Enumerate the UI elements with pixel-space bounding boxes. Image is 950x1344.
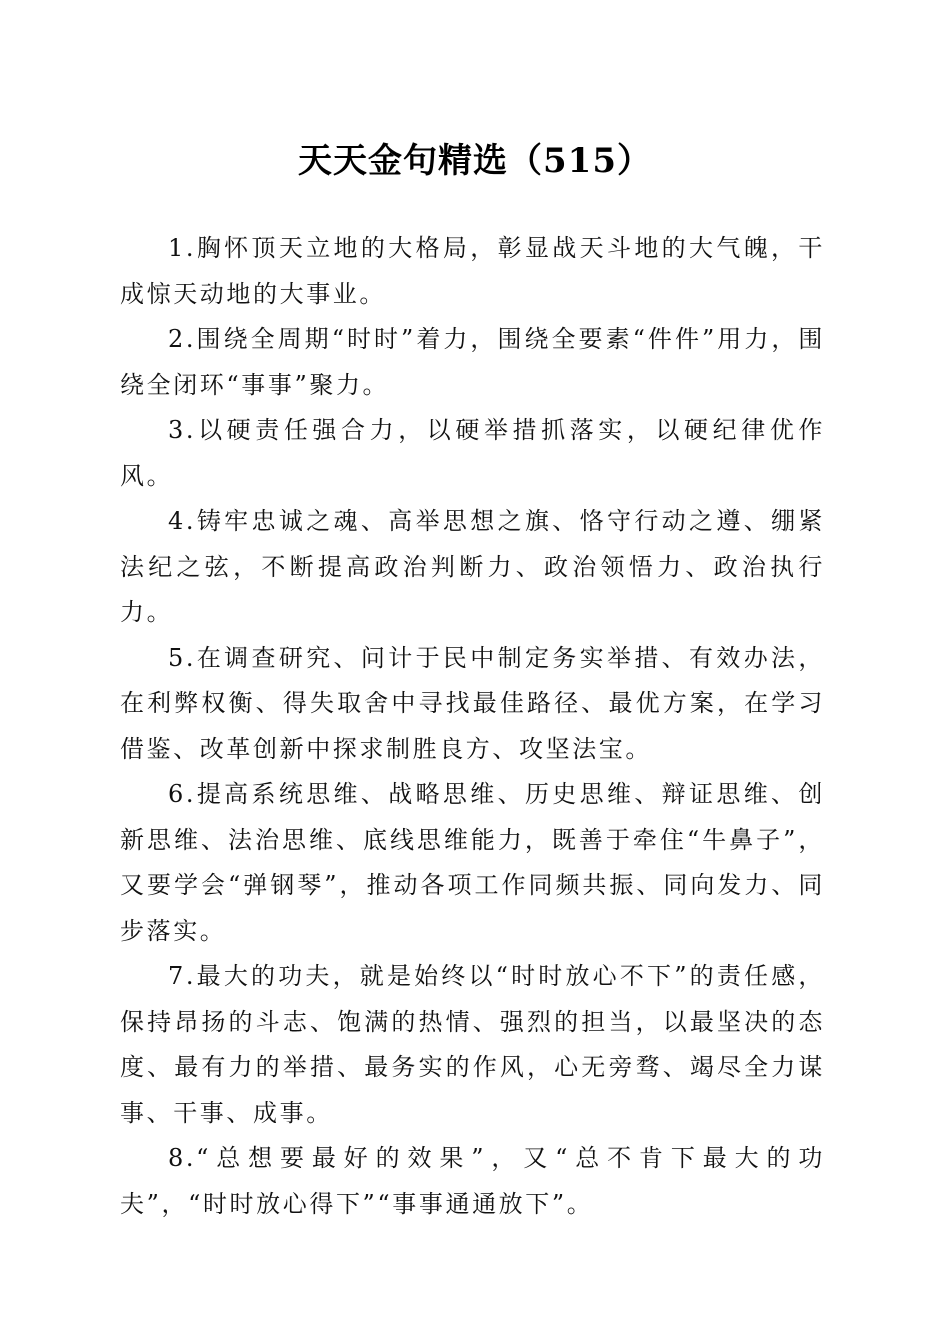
quote-paragraph-1: 1.胸怀顶天立地的大格局，彰显战天斗地的大气魄，干成惊天动地的大事业。 xyxy=(120,234,825,308)
quote-paragraph-7: 7.最大的功夫，就是始终以“时时放心不下”的责任感，保持昂扬的斗志、饱满的热情、强烈的担当，以最坚决的态度、最有力的举措、最务实的作风，心无旁骛、竭尽全力谋事、干事、成事。 xyxy=(120,962,825,1127)
document-title: 天天金句精选（515） xyxy=(298,141,652,181)
quote-paragraph-8: 8.“总想要最好的效果”，又“总不肯下最大的功夫”，“时时放心得下”“事事通通放下”。 xyxy=(120,1144,825,1218)
quote-paragraph-4: 4.铸牢忠诚之魂、高举思想之旗、恪守行动之遵、绷紧法纪之弦，不断提高政治判断力、政治领悟力、政治执行力。 xyxy=(120,507,825,626)
quote-paragraph-6: 6.提高系统思维、战略思维、历史思维、辩证思维、创新思维、法治思维、底线思维能力，既善于牵住“牛鼻子”，又要学会“弹钢琴”，推动各项工作同频共振、同向发力、同步落实。 xyxy=(120,780,825,945)
document-body xyxy=(120,226,825,1227)
quote-paragraph-5: 5.在调查研究、问计于民中制定务实举措、有效办法，在利弊权衡、得失取舍中寻找最佳路径、最优方案，在学习借鉴、改革创新中探求制胜良方、攻坚法宝。 xyxy=(120,643,825,763)
quote-paragraph-3: 3.以硬责任强合力，以硬举措抓落实，以硬纪律优作风。 xyxy=(120,416,825,490)
quote-paragraph-2: 2.围绕全周期“时时”着力，围绕全要素“件件”用力，围绕全闭环“事事”聚力。 xyxy=(120,325,825,399)
